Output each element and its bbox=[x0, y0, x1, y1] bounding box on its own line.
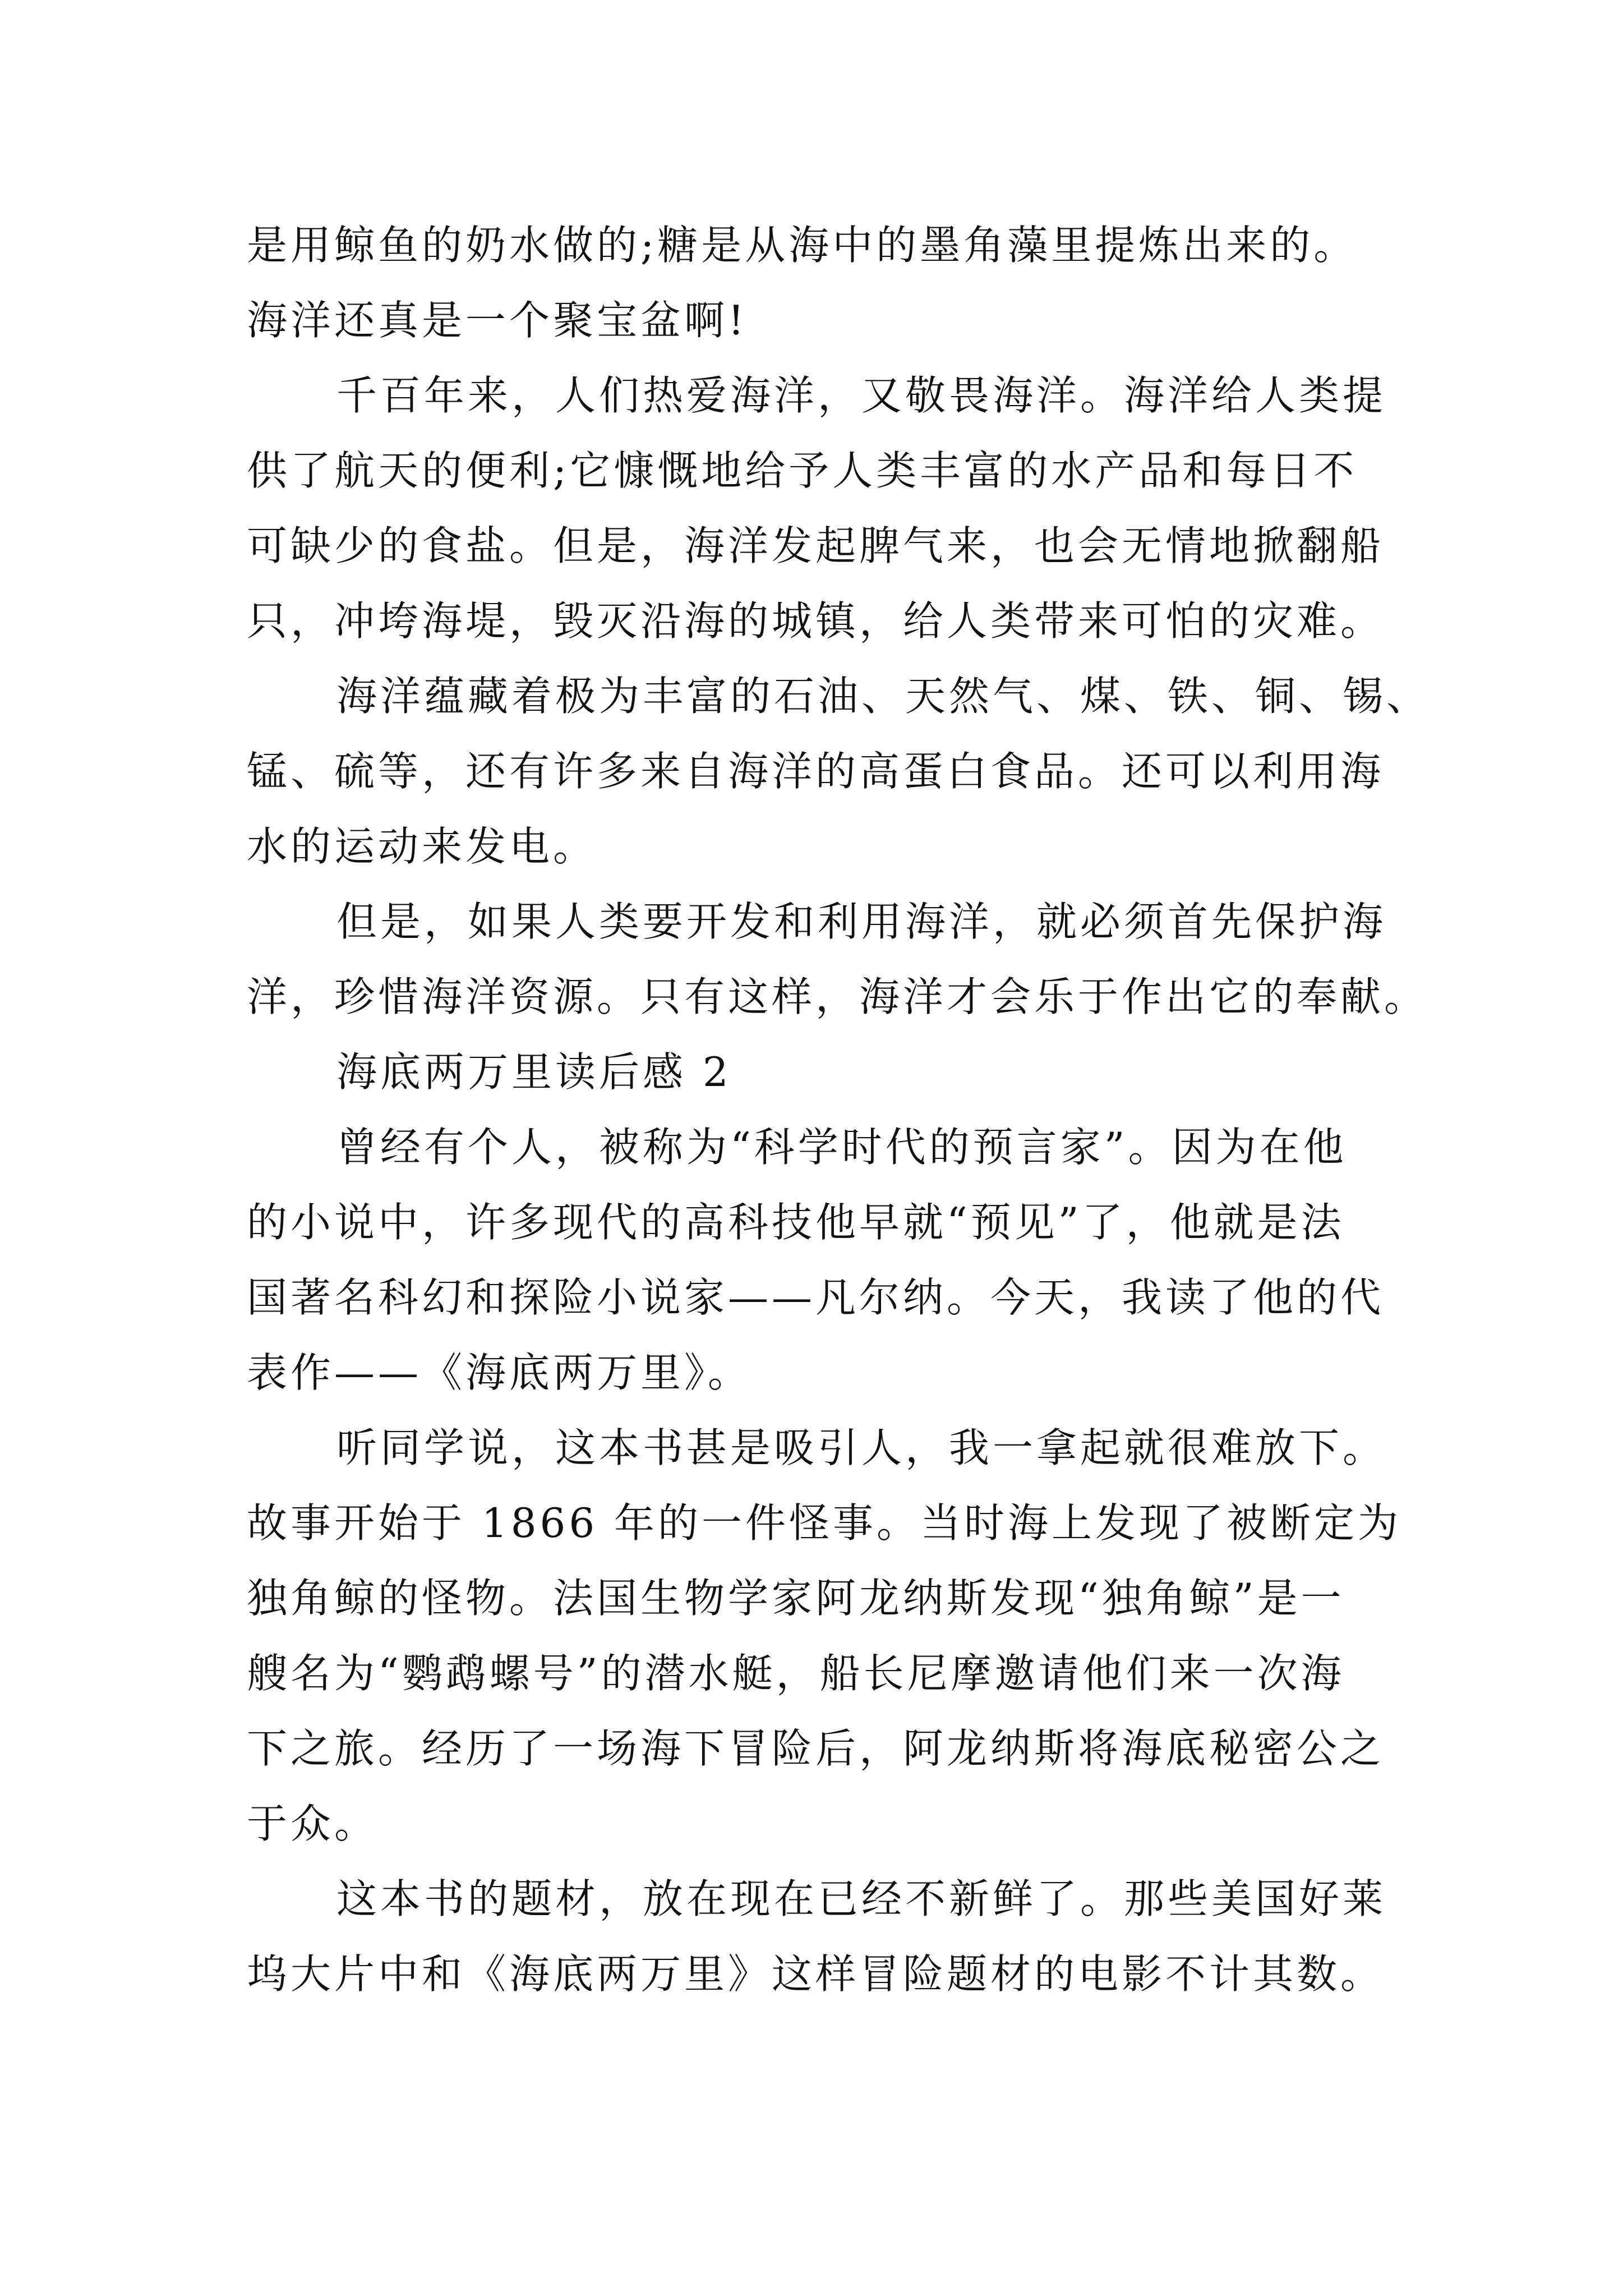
text-line: 下之旅。经历了一场海下冒险后，阿龙纳斯将海底秘密公之 bbox=[247, 1725, 1385, 1772]
text-line: 国著名科幻和探险小说家——凡尔纳。今天，我读了他的代 bbox=[247, 1274, 1385, 1321]
text-line: 故事开始于 1866 年的一件怪事。当时海上发现了被断定为 bbox=[247, 1499, 1402, 1547]
text-line: 海洋还真是一个聚宝盆啊! bbox=[247, 297, 748, 344]
text-line: 但是，如果人类要开发和利用海洋，就必须首先保护海 bbox=[336, 898, 1387, 945]
text-line: 表作——《海底两万里》。 bbox=[247, 1349, 752, 1396]
text-line: 听同学说，这本书甚是吸引人，我一拿起就很难放下。 bbox=[336, 1424, 1387, 1471]
text-line: 千百年来，人们热爱海洋，又敬畏海洋。海洋给人类提 bbox=[336, 372, 1387, 419]
text-line: 曾经有个人，被称为“科学时代的预言家”。因为在他 bbox=[336, 1124, 1347, 1171]
text-line: 于众。 bbox=[247, 1800, 379, 1847]
text-line: 海洋蕴藏着极为丰富的石油、天然气、煤、铁、铜、锡、 bbox=[336, 673, 1431, 720]
text-line: 洋，珍惜海洋资源。只有这样，海洋才会乐于作出它的奉献。 bbox=[247, 973, 1428, 1020]
text-line: 的小说中，许多现代的高科技他早就“预见”了，他就是法 bbox=[247, 1199, 1345, 1246]
text-line: 坞大片中和《海底两万里》这样冒险题材的电影不计其数。 bbox=[247, 1950, 1385, 1998]
text-line: 水的运动来发电。 bbox=[247, 823, 597, 870]
text-line: 独角鲸的怪物。法国生物学家阿龙纳斯发现“独角鲸”是一 bbox=[247, 1575, 1345, 1622]
text-line: 是用鲸鱼的奶水做的;糖是从海中的墨角藻里提炼出来的。 bbox=[247, 222, 1358, 269]
text-line: 供了航天的便利;它慷慨地给予人类丰富的水产品和每日不 bbox=[247, 447, 1358, 494]
text-line: 可缺少的食盐。但是，海洋发起脾气来，也会无情地掀翻船 bbox=[247, 522, 1385, 569]
text-line: 锰、硫等，还有许多来自海洋的高蛋白食品。还可以利用海 bbox=[247, 748, 1385, 795]
text-line: 只，冲垮海堤，毁灭沿海的城镇，给人类带来可怕的灾难。 bbox=[247, 597, 1385, 645]
document-body bbox=[247, 208, 1431, 2012]
text-line: 这本书的题材，放在现在已经不新鲜了。那些美国好莱 bbox=[336, 1875, 1387, 1922]
text-line: 海底两万里读后感 2 bbox=[336, 1048, 732, 1096]
text-line: 艘名为“鹦鹉螺号”的潜水艇，船长尼摩邀请他们来一次海 bbox=[247, 1650, 1345, 1697]
